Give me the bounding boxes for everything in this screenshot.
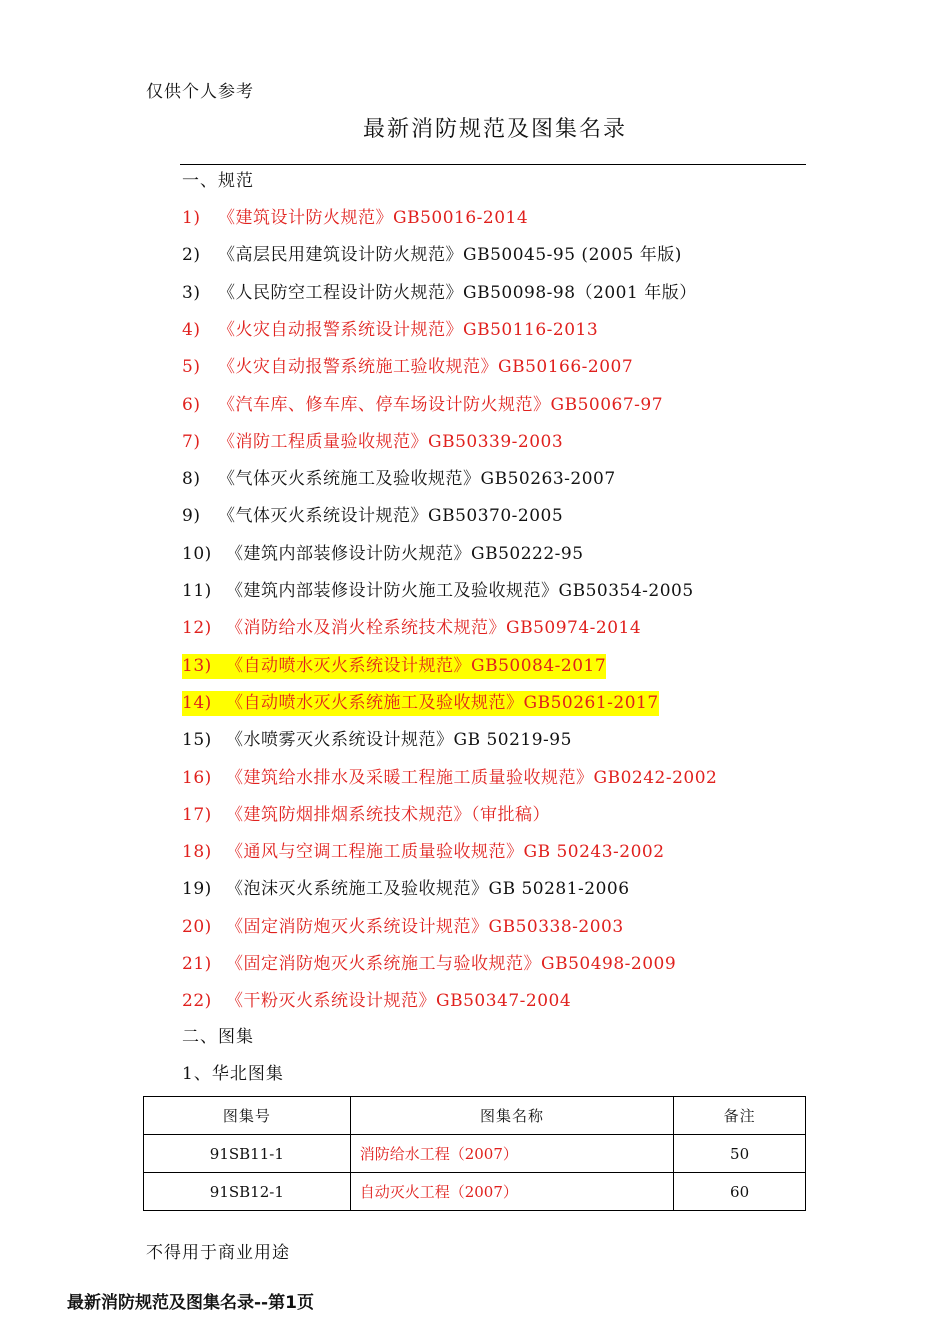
standard-item [182,315,598,340]
standard-title: 《火灾自动报警系统施工验收规范》GB50166-2007 [218,357,634,377]
standard-title: 《气体灭火系统设计规范》GB50370-2005 [218,506,564,526]
subsection-heading-huabei: 1、华北图集 [182,1064,284,1084]
section-heading-standards: 一、规范 [182,171,254,191]
standard-title: 《建筑内部装修设计防火规范》GB50222-95 [226,544,584,564]
item-text [182,357,633,377]
item-text [182,432,563,452]
standard-number: 17) [182,805,212,825]
table-row [144,1135,806,1173]
item-text [182,544,584,564]
standard-item [182,725,572,750]
item-text [182,283,697,303]
standard-title: 《固定消防炮灭火系统设计规范》GB50338-2003 [226,917,624,937]
standard-number: 3) [182,283,201,303]
item-text [182,991,571,1011]
standard-number: 14) [182,693,212,713]
standard-item [182,874,630,899]
standard-number: 22) [182,991,212,1011]
atlas-note: 50 [674,1135,806,1173]
standard-number: 1) [182,208,201,228]
standard-item [182,240,682,265]
item-text [182,879,630,899]
item-text [182,917,624,937]
standard-title: 《水喷雾灭火系统设计规范》GB 50219-95 [226,730,572,750]
standard-item [182,912,624,937]
standard-number: 19) [182,879,212,899]
column-header-code: 图集号 [144,1097,351,1135]
item-text [182,469,616,489]
item-text [182,954,676,974]
page-footer: 最新消防规范及图集名录--第1页 [67,1293,314,1313]
table-row [144,1173,806,1211]
standard-number: 13) [182,656,212,676]
standard-item [182,949,676,974]
standard-item [182,203,528,228]
standard-item [182,539,584,564]
column-header-note: 备注 [674,1097,806,1135]
standard-title: 《气体灭火系统施工及验收规范》GB50263-2007 [218,469,616,489]
standard-number: 21) [182,954,212,974]
standard-title: 《固定消防炮灭火系统施工与验收规范》GB50498-2009 [226,954,677,974]
standard-title: 《消防工程质量验收规范》GB50339-2003 [218,432,564,452]
standard-number: 6) [182,395,201,415]
atlas-note: 60 [674,1173,806,1211]
footer-note: 不得用于商业用途 [146,1243,290,1263]
standard-title: 《消防给水及消火栓系统技术规范》GB50974-2014 [226,618,642,638]
standard-item [182,763,717,788]
item-text [182,618,641,638]
standard-item [182,390,663,415]
standard-number: 4) [182,320,201,340]
standard-number: 11) [182,581,212,601]
standard-number: 8) [182,469,201,489]
atlas-code: 91SB12-1 [144,1173,351,1211]
standard-item [182,800,550,825]
standard-title: 《自动喷水灭火系统设计规范》GB50084-2017 [226,656,607,676]
standard-title: 《火灾自动报警系统设计规范》GB50116-2013 [218,320,599,340]
standard-number: 5) [182,357,201,377]
standard-item [182,278,697,303]
standard-number: 7) [182,432,201,452]
item-text [182,842,665,862]
standard-title: 《泡沫灭火系统施工及验收规范》GB 50281-2006 [226,879,630,899]
item-text [182,208,528,228]
header-note: 仅供个人参考 [146,82,254,102]
item-text [182,768,717,788]
standard-number: 9) [182,506,201,526]
highlighted-text [182,654,606,679]
highlighted-text [182,691,659,716]
document-title: 最新消防规范及图集名录 [362,117,627,142]
standard-title: 《汽车库、修车库、停车场设计防火规范》GB50067-97 [218,395,664,415]
standard-number: 2) [182,245,201,265]
standard-item [182,688,659,713]
standard-title: 《高层民用建筑设计防火规范》GB50045-95 (2005 年版) [218,245,682,265]
item-text [182,245,682,265]
standard-number: 12) [182,618,212,638]
atlas-name: 自动灭火工程（2007） [350,1173,674,1211]
item-text [182,506,563,526]
standard-title: 《干粉灭火系统设计规范》GB50347-2004 [226,991,572,1011]
standard-number: 10) [182,544,212,564]
standard-number: 15) [182,730,212,750]
item-text [182,730,572,750]
item-text [182,581,694,601]
standard-item [182,837,665,862]
item-text [182,395,663,415]
standard-title: 《建筑给水排水及采暖工程施工质量验收规范》GB0242-2002 [226,768,718,788]
table-header-row [144,1097,806,1135]
section-heading-atlas: 二、图集 [182,1027,254,1047]
standard-item [182,576,694,601]
standard-number: 16) [182,768,212,788]
standard-item [182,352,633,377]
title-divider [180,164,806,165]
item-text [182,805,550,825]
standard-item [182,651,606,676]
standard-number: 18) [182,842,212,862]
standard-number: 20) [182,917,212,937]
item-text [182,320,598,340]
standard-item [182,464,616,489]
atlas-table [143,1096,806,1211]
atlas-name: 消防给水工程（2007） [350,1135,674,1173]
standard-item [182,613,641,638]
column-header-name: 图集名称 [350,1097,674,1135]
standard-title: 《建筑内部装修设计防火施工及验收规范》GB50354-2005 [226,581,694,601]
standard-title: 《建筑设计防火规范》GB50016-2014 [218,208,529,228]
atlas-code: 91SB11-1 [144,1135,351,1173]
standard-title: 《人民防空工程设计防火规范》GB50098-98（2001 年版） [218,283,697,303]
standard-title: 《建筑防烟排烟系统技术规范》（审批稿） [226,805,550,825]
standard-item [182,986,571,1011]
standard-title: 《自动喷水灭火系统施工及验收规范》GB50261-2017 [226,693,659,713]
standard-title: 《通风与空调工程施工质量验收规范》GB 50243-2002 [226,842,665,862]
standard-item [182,427,563,452]
standard-item [182,501,563,526]
